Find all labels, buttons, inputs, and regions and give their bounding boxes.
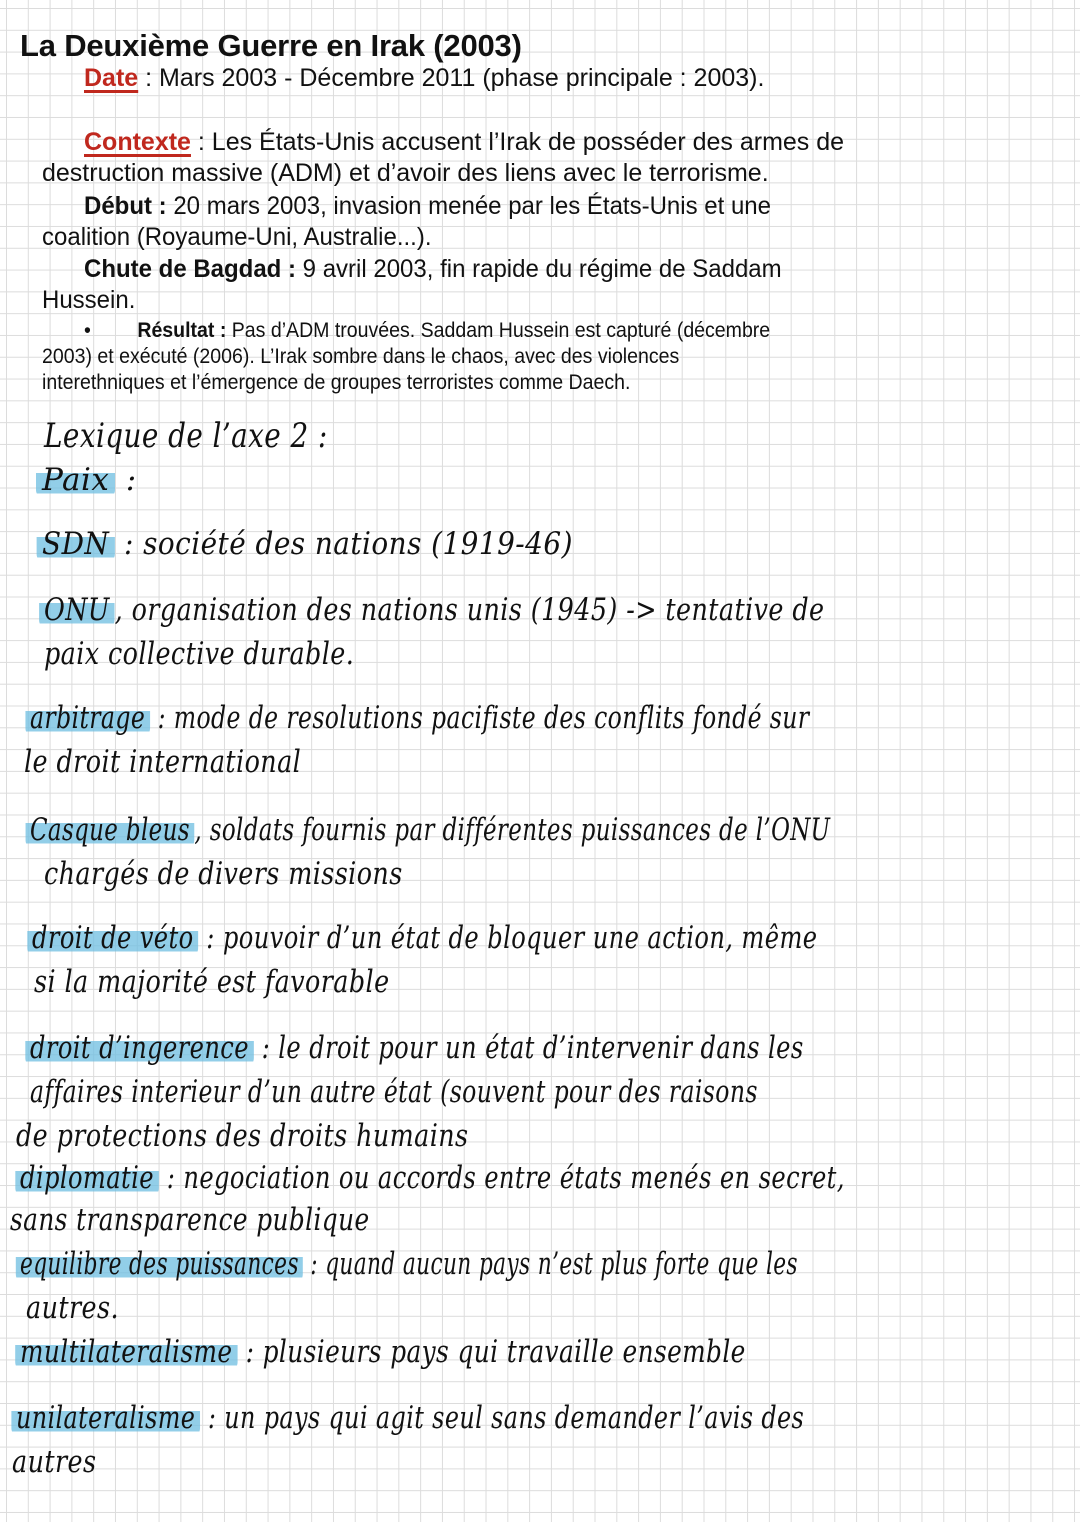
- lexique-entry-unilateralisme: unilateralisme : un pays qui agit seul sans demander l’avis des: [16, 1400, 804, 1436]
- definition-unilateralisme-2: autres: [12, 1444, 97, 1480]
- lexique-entry-casque-bleus: Casque bleus , soldats fournis par différentes puissances de l’ONU: [30, 812, 830, 848]
- debut-label: Début :: [84, 192, 167, 220]
- resultat-text-1: Pas d’ADM trouvées. Saddam Hussein est capturé (décembre: [226, 319, 771, 342]
- lexique-heading: Lexique de l’axe 2 :: [44, 416, 328, 456]
- lexique-entry-droit-d-ingerence: droit d’ingerence : le droit pour un état d’intervenir dans les: [30, 1030, 804, 1066]
- definition-diplomatie-1: negociation ou accords entre états menés en secret,: [183, 1160, 845, 1196]
- definition-sdn: société des nations (1919-46): [143, 526, 573, 562]
- chute-line-2: Hussein.: [42, 286, 136, 314]
- term-droit-d-ingerence: droit d’ingerence: [25, 1030, 253, 1066]
- term-diplomatie: diplomatie: [15, 1160, 158, 1196]
- definition-onu-2: paix collective durable.: [44, 636, 355, 672]
- resultat-line-1: [84, 319, 770, 343]
- definition-diplomatie-2: sans transparence publique: [10, 1202, 370, 1238]
- debut-text-1: 20 mars 2003, invasion menée par les États-Unis et une: [166, 192, 771, 220]
- date-line: [84, 64, 764, 93]
- term-multilateralisme: multilateralisme: [15, 1334, 237, 1370]
- lexique-entry-diplomatie: diplomatie : negociation ou accords entre états menés en secret,: [20, 1160, 845, 1196]
- definition-droit-d-ingerence-3: de protections des droits humains: [16, 1118, 469, 1154]
- resultat-label: Résultat :: [137, 319, 227, 342]
- debut-line-2: coalition (Royaume-Uni, Australie...).: [42, 223, 432, 251]
- definition-droit-de-veto-1: pouvoir d’un état de bloquer une action, même: [222, 920, 818, 956]
- chute-line-1: [84, 255, 782, 284]
- contexte-line-1: [84, 128, 844, 157]
- date-label: Date: [84, 64, 139, 92]
- lexique-entry-droit-de-veto: droit de véto : pouvoir d’un état de bloquer une action, même: [32, 920, 817, 956]
- definition-arbitrage-2: le droit international: [24, 744, 302, 780]
- debut-line-1: [84, 192, 771, 221]
- lexique-entry-equilibre-des-puissances: equilibre des puissances : quand aucun pays n’est plus forte que les: [20, 1246, 798, 1282]
- lexique-entry-arbitrage: arbitrage : mode de resolutions pacifiste des conflits fondé sur: [30, 700, 809, 736]
- definition-equilibre-2: autres.: [26, 1290, 119, 1326]
- term-droit-de-veto: droit de véto: [27, 920, 198, 956]
- term-arbitrage: arbitrage: [25, 700, 149, 736]
- definition-onu-1: organisation des nations unis (1945) -> tentative de: [131, 592, 825, 628]
- chute-text-1: 9 avril 2003, fin rapide du régime de Saddam: [296, 255, 782, 283]
- lexique-entry-paix: Paix :: [42, 462, 137, 498]
- page-title: La Deuxième Guerre en Irak (2003): [20, 28, 522, 63]
- resultat-line-2: 2003) et exécuté (2006). L’Irak sombre dans le chaos, avec des violences: [42, 345, 680, 368]
- definition-arbitrage-1: mode de resolutions pacifiste des conflits fondé sur: [173, 700, 810, 736]
- lexique-entry-sdn: SDN : société des nations (1919-46): [42, 526, 573, 562]
- definition-unilateralisme-1: un pays qui agit seul sans demander l’avis des: [224, 1400, 805, 1436]
- definition-droit-de-veto-2: si la majorité est favorable: [34, 964, 390, 1000]
- contexte-label: Contexte: [84, 128, 191, 156]
- date-text: : Mars 2003 - Décembre 2011 (phase principale : 2003).: [138, 64, 765, 92]
- contexte-text-1: : Les États-Unis accusent l’Irak de posséder des armes de: [190, 128, 845, 156]
- term-equilibre-des-puissances: equilibre des puissances: [16, 1246, 303, 1282]
- term-sdn: SDN: [37, 526, 115, 562]
- chute-label: Chute de Bagdad :: [84, 255, 297, 283]
- bullet-icon: •: [84, 319, 91, 342]
- lexique-entry-onu: ONU , organisation des nations unis (1945) -> tentative de: [44, 592, 824, 628]
- term-onu: ONU: [39, 592, 115, 628]
- definition-casque-bleus-1: soldats fournis par différentes puissances de l’ONU: [209, 812, 831, 848]
- definition-multilateralisme: plusieurs pays qui travaille ensemble: [262, 1334, 746, 1370]
- term-paix: Paix: [36, 462, 115, 498]
- term-unilateralisme: unilateralisme: [11, 1400, 200, 1436]
- definition-droit-d-ingerence-1: le droit pour un état d’intervenir dans les: [278, 1030, 804, 1066]
- lexique-entry-multilateralisme: multilateralisme : plusieurs pays qui travaille ensemble: [20, 1334, 746, 1370]
- resultat-line-3: interethniques et l’émergence de groupes terroristes comme Daech.: [42, 371, 631, 394]
- term-casque-bleus: Casque bleus: [26, 812, 195, 848]
- definition-droit-d-ingerence-2: affaires interieur d’un autre état (souvent pour des raisons: [30, 1074, 758, 1110]
- contexte-line-2: destruction massive (ADM) et d’avoir des liens avec le terrorisme.: [42, 159, 769, 187]
- definition-casque-bleus-2: chargés de divers missions: [44, 856, 403, 892]
- definition-equilibre-1: quand aucun pays n’est plus forte que les: [325, 1246, 798, 1282]
